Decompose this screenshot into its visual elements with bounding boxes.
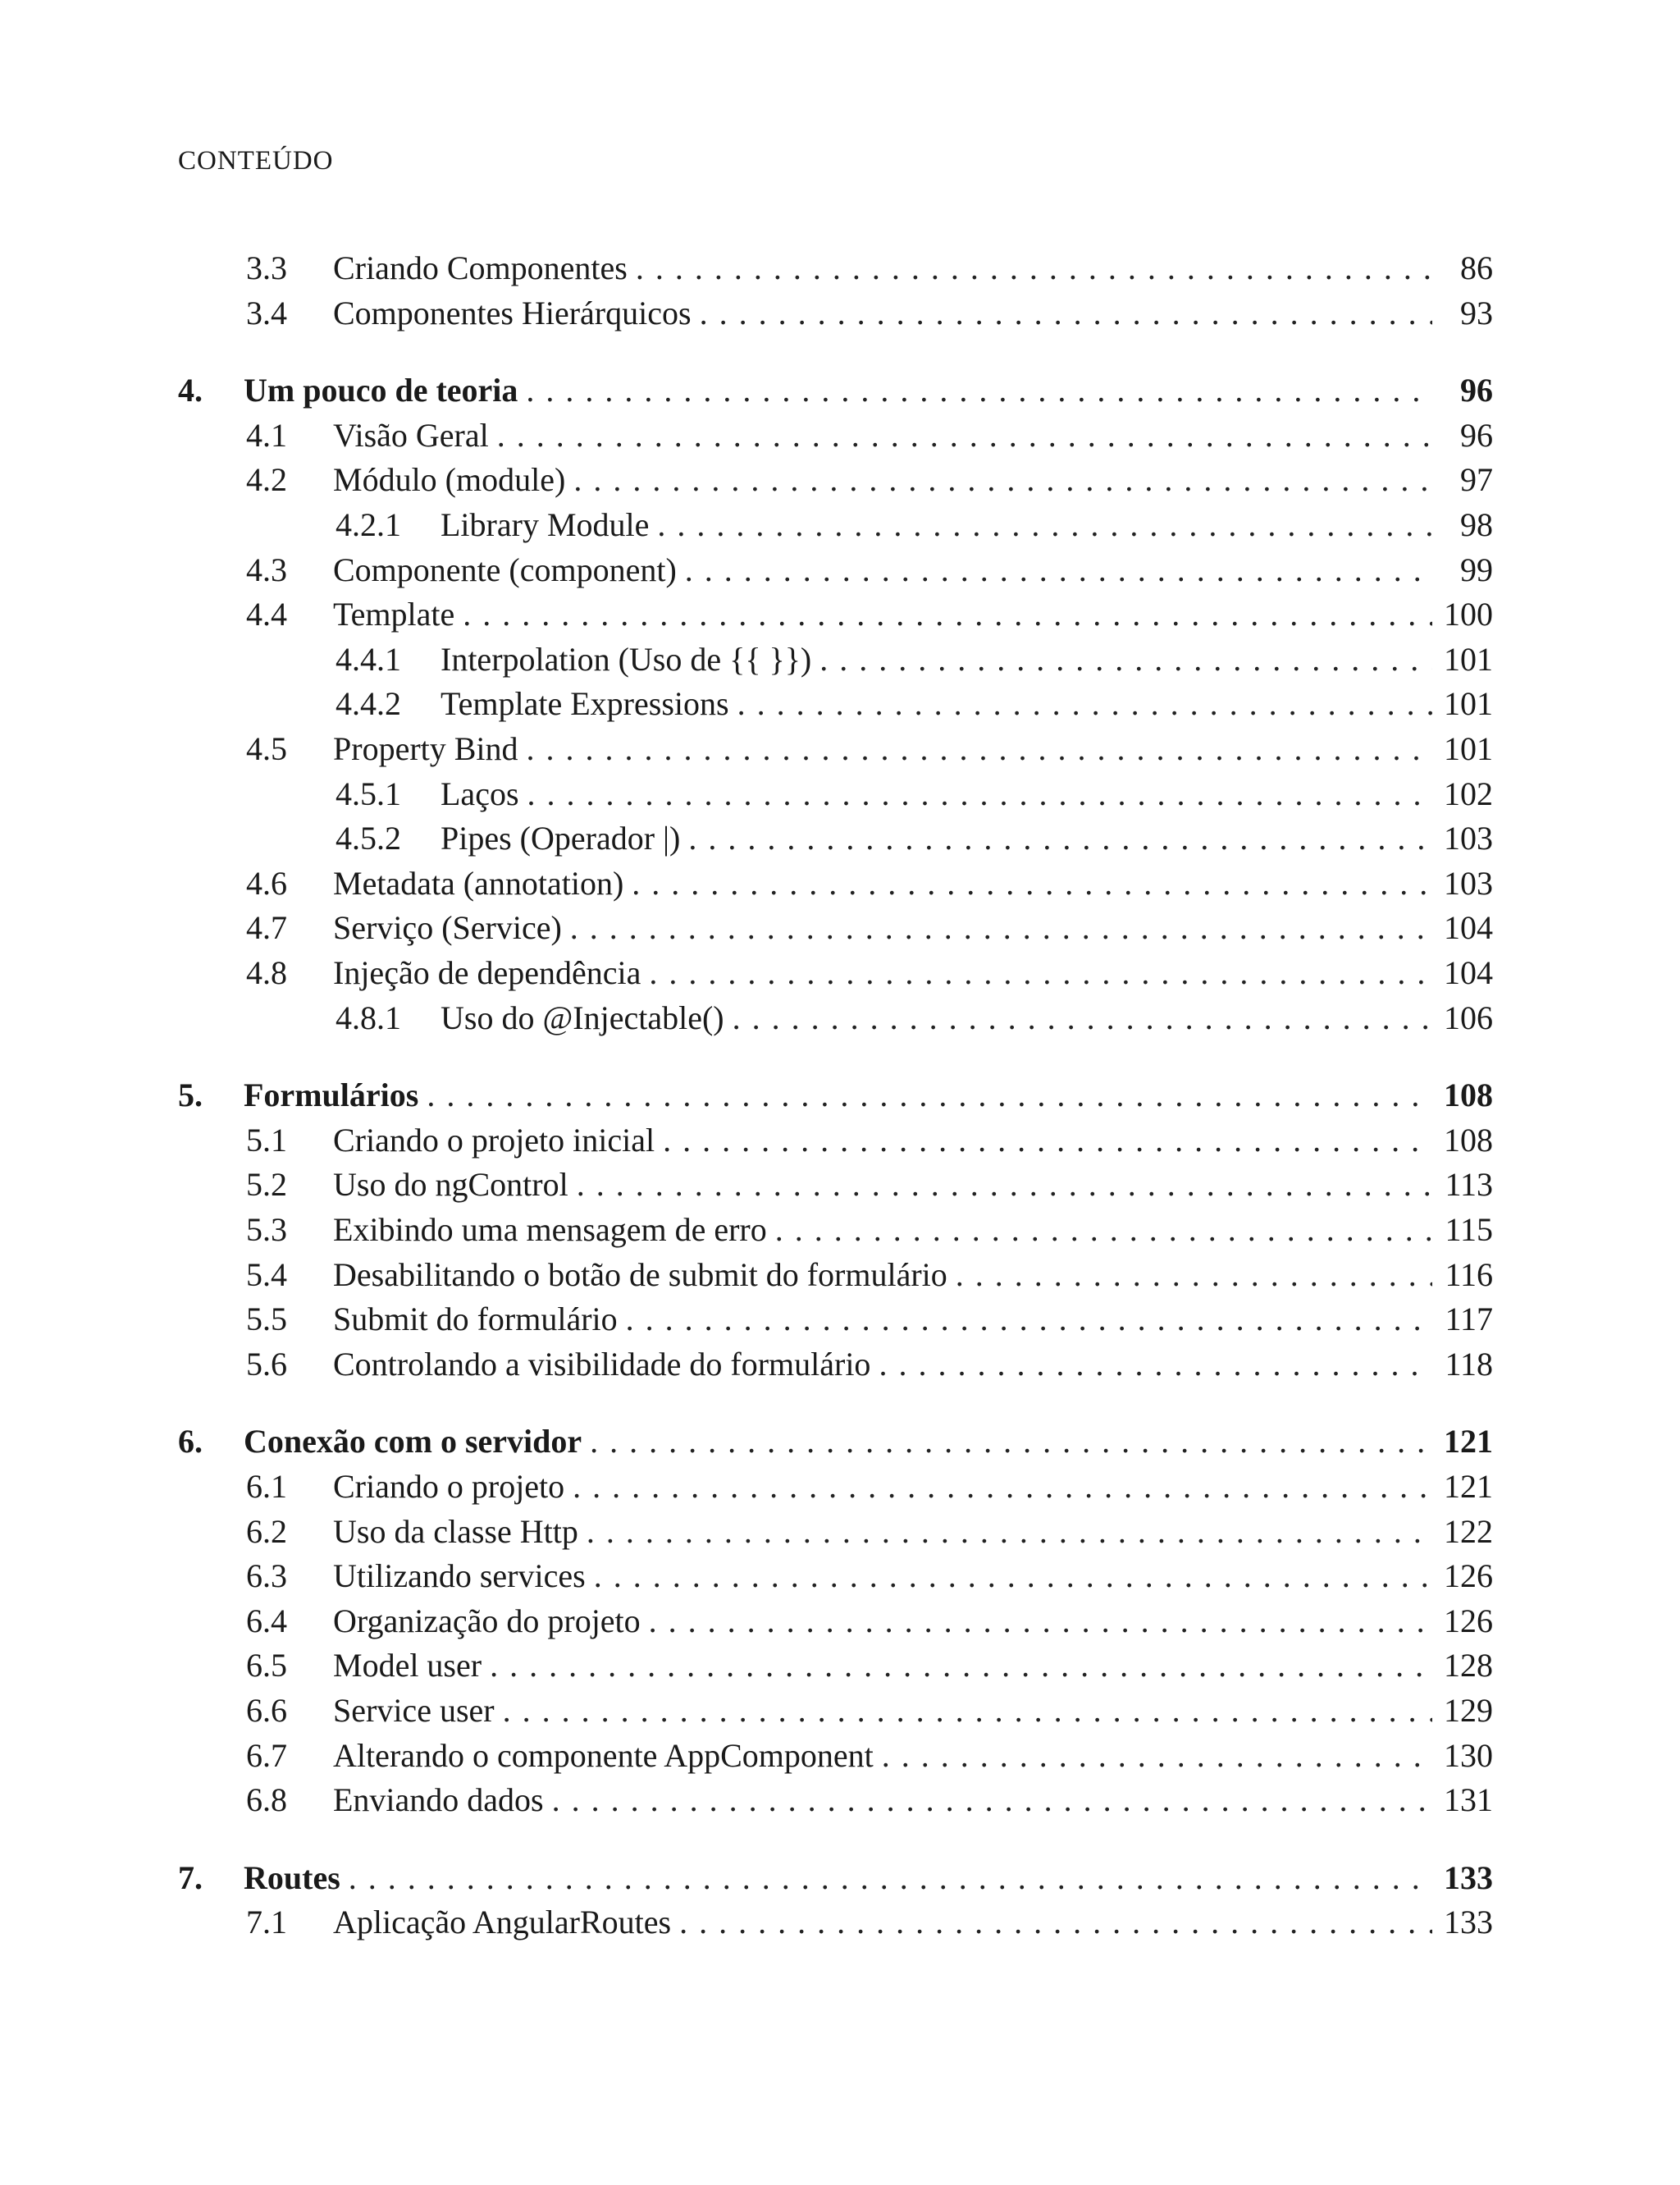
toc-entry-title: Model user bbox=[333, 1647, 482, 1684]
toc-entry-number: 4.8.1 bbox=[336, 999, 401, 1036]
toc-dot-leader bbox=[527, 727, 1432, 771]
toc-entry-page-number: 129 bbox=[1444, 1692, 1493, 1729]
toc-section-entry[interactable] bbox=[178, 1465, 1493, 1509]
toc-entry-page-number: 115 bbox=[1445, 1211, 1493, 1248]
toc-dot-leader bbox=[649, 1599, 1432, 1643]
toc-chapter-entry[interactable] bbox=[178, 1073, 1493, 1118]
toc-entry-page-number: 116 bbox=[1445, 1255, 1493, 1293]
toc-section-entry[interactable] bbox=[178, 291, 1493, 336]
toc-section-entry[interactable] bbox=[178, 1554, 1493, 1598]
toc-section-entry[interactable] bbox=[178, 592, 1493, 637]
toc-entry-number: 6. bbox=[178, 1423, 203, 1460]
toc-entry-page-number: 103 bbox=[1444, 820, 1493, 857]
running-header: CONTEÚDO bbox=[178, 146, 334, 176]
toc-entry-number: 5.3 bbox=[246, 1211, 287, 1248]
toc-entry-title: Alterando o componente AppComponent bbox=[333, 1736, 874, 1774]
toc-section-entry[interactable] bbox=[178, 1510, 1493, 1554]
toc-entry-title: Componentes Hierárquicos bbox=[333, 294, 692, 331]
toc-dot-leader bbox=[700, 291, 1432, 336]
toc-entry-page-number: 121 bbox=[1444, 1468, 1493, 1505]
toc-entry-number: 7. bbox=[178, 1858, 203, 1896]
toc-entry-title: Criando o projeto bbox=[333, 1468, 565, 1505]
toc-entry-page-number: 108 bbox=[1444, 1121, 1493, 1159]
toc-entry-page-number: 102 bbox=[1444, 775, 1493, 812]
toc-entry-number: 6.2 bbox=[246, 1512, 287, 1550]
toc-dot-leader bbox=[427, 1073, 1432, 1118]
toc-chapter-entry[interactable] bbox=[178, 1419, 1493, 1464]
toc-section-entry[interactable] bbox=[178, 1208, 1493, 1252]
toc-entry-title: Visão Geral bbox=[333, 416, 489, 454]
toc-section-entry[interactable] bbox=[178, 862, 1493, 906]
toc-entry-number: 6.1 bbox=[246, 1468, 287, 1505]
toc-entry-page-number: 133 bbox=[1444, 1904, 1493, 1941]
toc-entry-number: 7.1 bbox=[246, 1904, 287, 1941]
toc-entry-page-number: 101 bbox=[1444, 685, 1493, 723]
toc-entry-number: 5.5 bbox=[246, 1300, 287, 1338]
toc-entry-title: Enviando dados bbox=[333, 1781, 544, 1819]
toc-entry-number: 5.4 bbox=[246, 1255, 287, 1293]
toc-entry-page-number: 133 bbox=[1444, 1858, 1493, 1896]
toc-entry-page-number: 86 bbox=[1460, 249, 1493, 286]
toc-entry-title: Controlando a visibilidade do formulário bbox=[333, 1345, 871, 1383]
toc-entry-page-number: 103 bbox=[1444, 864, 1493, 902]
toc-dot-leader bbox=[570, 906, 1432, 950]
toc-entry-number: 3.4 bbox=[246, 294, 287, 331]
toc-section-entry[interactable] bbox=[178, 1297, 1493, 1342]
toc-section-entry[interactable] bbox=[178, 816, 1493, 861]
toc-entry-title: Template bbox=[333, 596, 455, 633]
toc-section-entry[interactable] bbox=[178, 1778, 1493, 1822]
toc-section-entry[interactable] bbox=[178, 1734, 1493, 1778]
toc-entry-title: Routes bbox=[244, 1858, 340, 1896]
toc-entry-page-number: 104 bbox=[1444, 909, 1493, 947]
toc-entry-title: Injeção de dependência bbox=[333, 954, 641, 991]
toc-entry-page-number: 96 bbox=[1460, 372, 1493, 409]
toc-section-entry[interactable] bbox=[178, 906, 1493, 950]
toc-dot-leader bbox=[490, 1643, 1432, 1688]
toc-entry-title: Submit do formulário bbox=[333, 1300, 618, 1338]
toc-entry-title: Laços bbox=[441, 775, 519, 812]
toc-dot-leader bbox=[594, 1554, 1432, 1598]
toc-entry-number: 6.3 bbox=[246, 1557, 287, 1595]
toc-entry-page-number: 98 bbox=[1460, 506, 1493, 543]
toc-dot-leader bbox=[819, 638, 1432, 682]
toc-entry-page-number: 101 bbox=[1444, 730, 1493, 767]
toc-entry-number: 4.8 bbox=[246, 954, 287, 991]
toc-entry-number: 4.4.1 bbox=[336, 640, 401, 678]
toc-entry-title: Módulo (module) bbox=[333, 461, 566, 499]
toc-entry-page-number: 117 bbox=[1445, 1300, 1493, 1338]
toc-entry-number: 4.5.2 bbox=[336, 820, 401, 857]
toc-entry-page-number: 131 bbox=[1444, 1781, 1493, 1819]
toc-entry-title: Serviço (Service) bbox=[333, 909, 562, 947]
toc-section-entry[interactable] bbox=[178, 638, 1493, 682]
toc-entry-number: 6.8 bbox=[246, 1781, 287, 1819]
toc-chapter-entry[interactable] bbox=[178, 1856, 1493, 1900]
toc-section-entry[interactable] bbox=[178, 246, 1493, 290]
toc-entry-number: 4.5.1 bbox=[336, 775, 401, 812]
toc-entry-title: Uso da classe Http bbox=[333, 1512, 578, 1550]
toc-dot-leader bbox=[587, 1510, 1432, 1554]
toc-dot-leader bbox=[688, 816, 1432, 861]
toc-entry-title: Criando Componentes bbox=[333, 249, 628, 286]
toc-entry-title: Exibindo uma mensagem de erro bbox=[333, 1211, 767, 1248]
toc-entry-page-number: 130 bbox=[1444, 1736, 1493, 1774]
toc-entry-title: Property Bind bbox=[333, 730, 518, 767]
toc-entry-number: 4.5 bbox=[246, 730, 287, 767]
toc-entry-number: 4.2.1 bbox=[336, 506, 401, 543]
toc-entry-number: 4.2 bbox=[246, 461, 287, 499]
toc-entry-title: Componente (component) bbox=[333, 551, 677, 588]
toc-entry-number: 6.7 bbox=[246, 1736, 287, 1774]
toc-entry-title: Um pouco de teoria bbox=[244, 372, 518, 409]
toc-entry-title: Organização do projeto bbox=[333, 1602, 641, 1639]
toc-dot-leader bbox=[649, 951, 1432, 995]
toc-entry-title: Uso do ngControl bbox=[333, 1166, 568, 1204]
toc-section-entry[interactable] bbox=[178, 548, 1493, 592]
toc-entry-title: Uso do @Injectable() bbox=[441, 999, 724, 1036]
toc-entry-page-number: 118 bbox=[1445, 1345, 1493, 1383]
toc-dot-leader bbox=[527, 772, 1432, 816]
toc-entry-page-number: 100 bbox=[1444, 596, 1493, 633]
toc-chapter-entry[interactable] bbox=[178, 368, 1493, 413]
toc-section-entry[interactable] bbox=[178, 1342, 1493, 1387]
toc-dot-leader bbox=[737, 682, 1432, 726]
toc-section-entry[interactable] bbox=[178, 727, 1493, 771]
toc-section-entry[interactable] bbox=[178, 1900, 1493, 1945]
toc-dot-leader bbox=[882, 1734, 1432, 1778]
toc-dot-leader bbox=[503, 1689, 1432, 1733]
toc-dot-leader bbox=[632, 862, 1432, 906]
toc-entry-page-number: 106 bbox=[1444, 999, 1493, 1036]
toc-dot-leader bbox=[590, 1419, 1432, 1464]
toc-section-entry[interactable] bbox=[178, 1163, 1493, 1207]
toc-entry-page-number: 113 bbox=[1445, 1166, 1493, 1204]
toc-entry-title: Interpolation (Uso de {{ }}) bbox=[441, 640, 812, 678]
toc-entry-number: 4.1 bbox=[246, 416, 287, 454]
toc-section-entry[interactable] bbox=[178, 1643, 1493, 1688]
toc-dot-leader bbox=[526, 368, 1432, 413]
toc-entry-title: Criando o projeto inicial bbox=[333, 1121, 655, 1159]
toc-entry-page-number: 96 bbox=[1460, 416, 1493, 454]
toc-dot-leader bbox=[636, 246, 1432, 290]
toc-entry-title: Conexão com o servidor bbox=[244, 1423, 582, 1460]
toc-section-entry[interactable] bbox=[178, 1118, 1493, 1163]
toc-dot-leader bbox=[663, 1118, 1432, 1163]
toc-entry-title: Formulários bbox=[244, 1077, 419, 1114]
toc-entry-page-number: 99 bbox=[1460, 551, 1493, 588]
toc-dot-leader bbox=[685, 548, 1432, 592]
toc-entry-number: 4.4.2 bbox=[336, 685, 401, 723]
toc-entry-page-number: 122 bbox=[1444, 1512, 1493, 1550]
toc-entry-page-number: 128 bbox=[1444, 1647, 1493, 1684]
toc-dot-leader bbox=[552, 1778, 1432, 1822]
toc-dot-leader bbox=[577, 1163, 1432, 1207]
toc-entry-number: 5. bbox=[178, 1077, 203, 1114]
toc-dot-leader bbox=[657, 503, 1432, 547]
toc-entry-number: 4.4 bbox=[246, 596, 287, 633]
toc-dot-leader bbox=[733, 996, 1432, 1040]
toc-entry-title: Metadata (annotation) bbox=[333, 864, 624, 902]
toc-entry-page-number: 93 bbox=[1460, 294, 1493, 331]
toc-dot-leader bbox=[463, 592, 1432, 637]
toc-dot-leader bbox=[573, 1465, 1432, 1509]
toc-entry-page-number: 108 bbox=[1444, 1077, 1493, 1114]
toc-dot-leader bbox=[349, 1856, 1432, 1900]
toc-entry-page-number: 104 bbox=[1444, 954, 1493, 991]
toc-section-entry[interactable] bbox=[178, 503, 1493, 547]
toc-section-entry[interactable] bbox=[178, 996, 1493, 1040]
toc-entry-page-number: 101 bbox=[1444, 640, 1493, 678]
toc-entry-number: 3.3 bbox=[246, 249, 287, 286]
toc-entry-number: 4.6 bbox=[246, 864, 287, 902]
toc-entry-number: 5.6 bbox=[246, 1345, 287, 1383]
toc-entry-number: 5.2 bbox=[246, 1166, 287, 1204]
toc-entry-number: 6.6 bbox=[246, 1692, 287, 1729]
toc-entry-number: 6.4 bbox=[246, 1602, 287, 1639]
toc-entry-title: Pipes (Operador |) bbox=[441, 820, 681, 857]
toc-dot-leader bbox=[497, 414, 1432, 458]
toc-entry-number: 4.7 bbox=[246, 909, 287, 947]
toc-dot-leader bbox=[573, 458, 1432, 502]
toc-entry-title: Library Module bbox=[441, 506, 650, 543]
toc-dot-leader bbox=[879, 1342, 1432, 1387]
toc-entry-page-number: 126 bbox=[1444, 1557, 1493, 1595]
toc-entry-number: 5.1 bbox=[246, 1121, 287, 1159]
toc-dot-leader bbox=[626, 1297, 1432, 1342]
toc-entry-page-number: 121 bbox=[1444, 1423, 1493, 1460]
toc-section-entry[interactable] bbox=[178, 1689, 1493, 1733]
toc-section-entry[interactable] bbox=[178, 951, 1493, 995]
toc-entry-title: Aplicação AngularRoutes bbox=[333, 1904, 672, 1941]
toc-section-entry[interactable] bbox=[178, 1253, 1493, 1297]
toc-entry-number: 4.3 bbox=[246, 551, 287, 588]
toc-section-entry[interactable] bbox=[178, 772, 1493, 816]
toc-section-entry[interactable] bbox=[178, 458, 1493, 502]
toc-entry-page-number: 126 bbox=[1444, 1602, 1493, 1639]
toc-entry-title: Desabilitando o botão de submit do formulário bbox=[333, 1255, 947, 1293]
toc-entry-number: 4. bbox=[178, 372, 203, 409]
toc-dot-leader bbox=[679, 1900, 1432, 1945]
toc-section-entry[interactable] bbox=[178, 1599, 1493, 1643]
toc-entry-title: Service user bbox=[333, 1692, 495, 1729]
toc-entry-title: Utilizando services bbox=[333, 1557, 586, 1595]
toc-dot-leader bbox=[775, 1208, 1432, 1252]
toc-entry-title: Template Expressions bbox=[441, 685, 729, 723]
toc-entry-number: 6.5 bbox=[246, 1647, 287, 1684]
toc-entry-page-number: 97 bbox=[1460, 461, 1493, 499]
toc-dot-leader bbox=[956, 1253, 1432, 1297]
toc-section-entry[interactable] bbox=[178, 414, 1493, 458]
toc-section-entry[interactable] bbox=[178, 682, 1493, 726]
